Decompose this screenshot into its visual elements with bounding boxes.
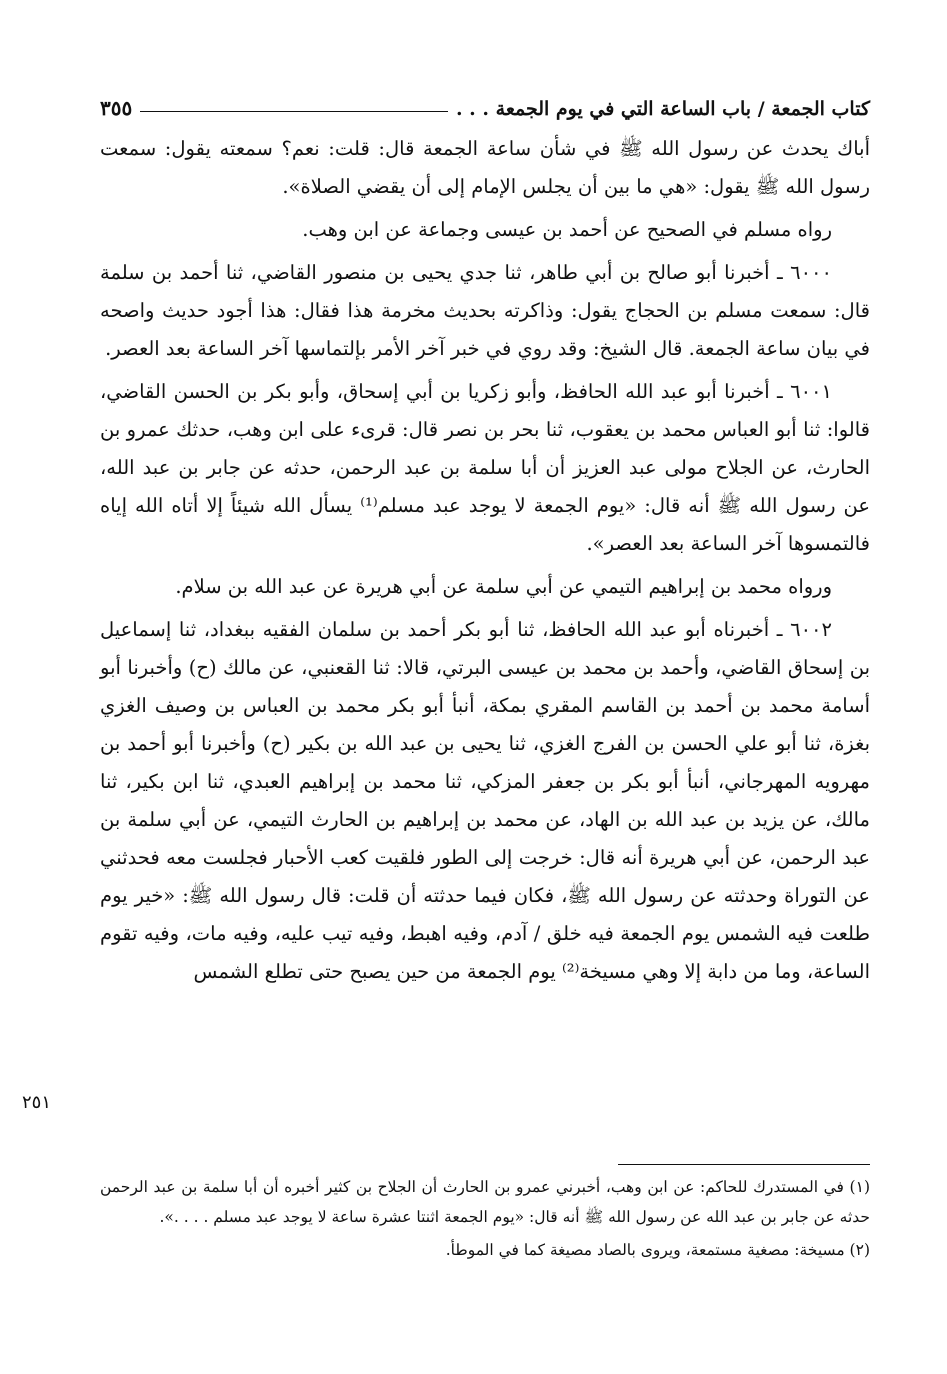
paragraph: أباك يحدث عن رسول الله ﷺ في شأن ساعة الجمعة قال: قلت: نعم؟ سمعته يقول: سمعت رسول الله ﷺ يقول: «هي ما بين أن يجلس الإمام إلى أن يقضي الصلاة». <box>100 137 870 198</box>
page-number: ٣٥٥ <box>100 96 133 120</box>
margin-page-reference: ٢٥١ <box>22 1092 52 1113</box>
footnote: (٢) مسيخة: مصغية مستمعة، ويروى بالصاد مصيغة كما في الموطأ. <box>445 1241 870 1259</box>
header-rule <box>140 111 448 112</box>
paragraph: رواه مسلم في الصحيح عن أحمد بن عيسى وجماعة عن ابن وهب. <box>302 218 832 241</box>
running-header <box>100 84 870 120</box>
paragraph: ٦٠٠١ ـ أخبرنا أبو عبد الله الحافظ، وأبو زكريا بن أبي إسحاق، وأبو بكر بن الحسن القاضي، قالوا: ثنا أبو العباس محمد بن يعقوب، ثنا بحر بن نصر قال: قرىء على ابن وهب، حدثك عمرو بن الحارث، عن الجلاح مولى عبد العزيز أن أبا سلمة بن عبد الرحمن، حدثه عن جابر بن عبد الله، عن رسول الله ﷺ أنه قال: «يوم الجمعة لا يوجد عبد مسلم⁽¹⁾ يسأل الله شيئاً إلا أتاه الله إياه فالتمسوها آخر الساعة بعد العصر». <box>100 380 870 555</box>
paragraph: ورواه محمد بن إبراهيم التيمي عن أبي سلمة عن أبي هريرة عن عبد الله بن سلام. <box>175 575 832 598</box>
main-text <box>100 130 870 991</box>
header-title: كتاب الجمعة / باب الساعة التي في يوم الجمعة . . . <box>455 98 870 120</box>
footnotes <box>100 1172 870 1265</box>
footnote-divider <box>618 1164 870 1165</box>
paragraph: ٦٠٠٠ ـ أخبرنا أبو صالح بن أبي طاهر، ثنا جدي يحيى بن منصور القاضي، ثنا أحمد بن سلمة قال: سمعت مسلم بن الحجاج يقول: وذاكرته بحديث مخرمة هذا فقال: هذا أجود حديث واصحه في بيان ساعة الجمعة. قال الشيخ: وقد روي في خبر آخر الأمر بإلتماسها آخر الساعة بعد العصر. <box>100 261 870 360</box>
paragraph: ٦٠٠٢ ـ أخبرناه أبو عبد الله الحافظ، ثنا أبو بكر أحمد بن سلمان الفقيه ببغداد، ثنا إسماعيل بن إسحاق القاضي، وأحمد بن محمد بن عيسى البرتي، قالا: ثنا القعنبي، عن مالك (ح) وأخبرنا أبو أسامة محمد بن أحمد بن القاسم المقري بمكة، أنبأ أبو بكر محمد بن العباس بن وصيف الغزي بغزة، ثنا أبو علي الحسن بن الفرج الغزي، ثنا يحيى بن عبد الله بن بكير (ح) وأخبرنا أبو أحمد بن مهرويه المهرجاني، أنبأ أبو بكر بن جعفر المزكي، ثنا محمد بن إبراهيم العبدي، ثنا ابن بكير، ثنا مالك، عن يزيد بن عبد الله بن الهاد، عن محمد بن إبراهيم بن الحارث التيمي، عن أبي سلمة بن عبد الرحمن، عن أبي هريرة أنه قال: خرجت إلى الطور فلقيت كعب الأحبار فجلست معه فحدثني عن التوراة وحدثته عن رسول الله ﷺ، فكان فيما حدثته أن قلت: قال رسول الله ﷺ: «خير يوم طلعت فيه الشمس يوم الجمعة فيه خلق / آدم، وفيه اهبط، وفيه تيب عليه، وفيه مات، وفيه تقوم الساعة، وما من دابة إلا وهي مسيخة⁽²⁾ يوم الجمعة من حين يصبح حتى تطلع الشمس <box>100 618 870 983</box>
footnote: (١) في المستدرك للحاكم: عن ابن وهب، أخبرني عمرو بن الحارث أن الجلاح بن كثير أخبره أن أبا سلمة بن عبد الرحمن حدثه عن جابر بن عبد الله عن رسول الله ﷺ أنه قال: «يوم الجمعة اثنتا عشرة ساعة لا يوجد عبد مسلم . . . .». <box>100 1178 870 1226</box>
